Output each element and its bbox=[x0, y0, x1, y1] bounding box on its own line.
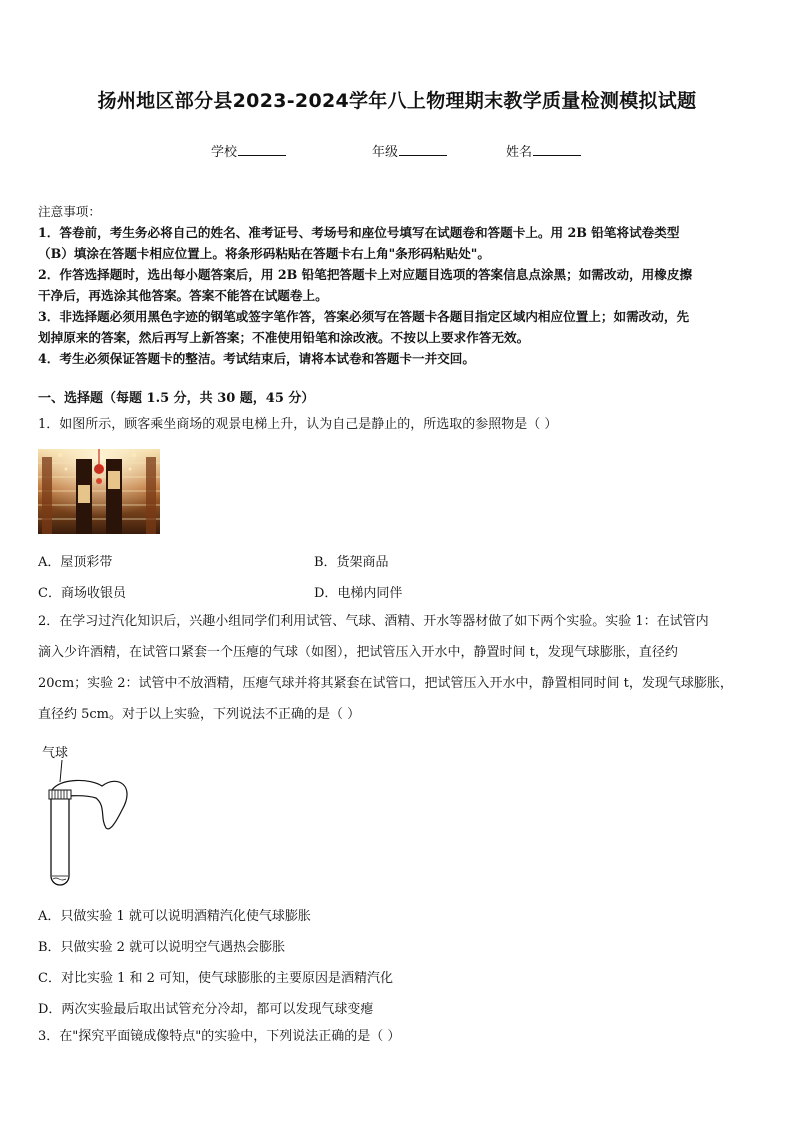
q2-option-b: B．只做实验 2 就可以说明空气遇热会膨胀 bbox=[38, 940, 286, 955]
question-3-stem: 3．在"探究平面镜成像特点"的实验中，下列说法正确的是（ ） bbox=[38, 1029, 401, 1044]
name-blank bbox=[533, 144, 581, 156]
notes-line: 4．考生必须保证答题卡的整洁。考试结束后，请将本试卷和答题卡一并交回。 bbox=[38, 351, 475, 366]
q1-option-b: B．货架商品 bbox=[314, 555, 389, 570]
school-label: 学校 bbox=[211, 145, 238, 160]
question-2-stem bbox=[38, 606, 760, 730]
elevator-photo-drawing bbox=[38, 449, 160, 534]
elevator-photo bbox=[38, 449, 160, 534]
section-heading: 一、选择题（每题 1.5 分，共 30 题，45 分） bbox=[38, 391, 315, 406]
question-1-stem: 1．如图所示，顾客乘坐商场的观景电梯上升，认为自己是静止的，所选取的参照物是（ ） bbox=[38, 417, 558, 432]
school-field bbox=[211, 141, 286, 160]
q1-option-a: A．屋顶彩带 bbox=[38, 555, 113, 570]
notes-line: 2．作答选择题时，选出每小题答案后，用 2B 铅笔把答题卡上对应题目选项的答案信息点涂黑；如需改动，用橡皮擦 bbox=[38, 267, 693, 282]
name-field bbox=[506, 141, 581, 160]
tube-balloon-drawing bbox=[40, 756, 140, 892]
q2-stem-line: 20cm；实验 2：试管中不放酒精，压瘪气球并将其紧套在试管口，把试管压入开水中，静置相同时间 t，发现气球膨胀， bbox=[38, 676, 733, 691]
notes-line: 1．答卷前，考生务必将自己的姓名、准考证号、考场号和座位号填写在试题卷和答题卡上。用 2B 铅笔将试卷类型 bbox=[38, 225, 680, 240]
balloon-label: 气球 bbox=[42, 746, 69, 761]
notes-line: 干净后，再选涂其他答案。答案不能答在试题卷上。 bbox=[38, 288, 328, 303]
q2-stem-line: 2．在学习过汽化知识后，兴趣小组同学们利用试管、气球、酒精、开水等器材做了如下两个实验。实验 1：在试管内 bbox=[38, 614, 709, 629]
grade-field bbox=[372, 141, 447, 160]
grade-blank bbox=[399, 144, 447, 156]
q2-option-c: C．对比实验 1 和 2 可知，使气球膨胀的主要原因是酒精汽化 bbox=[38, 971, 394, 986]
notes-line: 3．非选择题必须用黑色字迹的钢笔或签字笔作答，答案必须写在答题卡各题目指定区域内相应位置上；如需改动，先 bbox=[38, 309, 690, 324]
notes-heading: 注意事项： bbox=[38, 204, 101, 219]
q1-option-c: C．商场收银员 bbox=[38, 586, 126, 601]
school-blank bbox=[238, 144, 286, 156]
name-label: 姓名 bbox=[506, 145, 533, 160]
q2-option-a: A．只做实验 1 就可以说明酒精汽化使气球膨胀 bbox=[38, 909, 311, 924]
q1-option-d: D．电梯内同伴 bbox=[314, 586, 403, 601]
q2-stem-line: 直径约 5cm。对于以上实验，下列说法不正确的是（ ） bbox=[38, 707, 361, 722]
notes-section bbox=[38, 201, 760, 369]
notes-line: 划掉原来的答案，然后再写上新答案；不准使用铅笔和涂改液。不按以上要求作答无效。 bbox=[38, 330, 530, 345]
notes-line: （B）填涂在答题卡相应位置上。将条形码粘贴在答题卡右上角"条形码粘贴处"。 bbox=[38, 246, 490, 261]
q2-stem-line: 滴入少许酒精，在试管口紧套一个压瘪的气球（如图），把试管压入开水中，静置时间 t，发现气球膨胀，直径约 bbox=[38, 645, 678, 660]
test-tube-figure bbox=[40, 742, 140, 892]
page-title: 扬州地区部分县2023-2024学年八上物理期末教学质量检测模拟试题 bbox=[97, 90, 697, 112]
grade-label: 年级 bbox=[372, 145, 399, 160]
q2-option-d: D．两次实验最后取出试管充分冷却，都可以发现气球变瘪 bbox=[38, 1002, 374, 1017]
